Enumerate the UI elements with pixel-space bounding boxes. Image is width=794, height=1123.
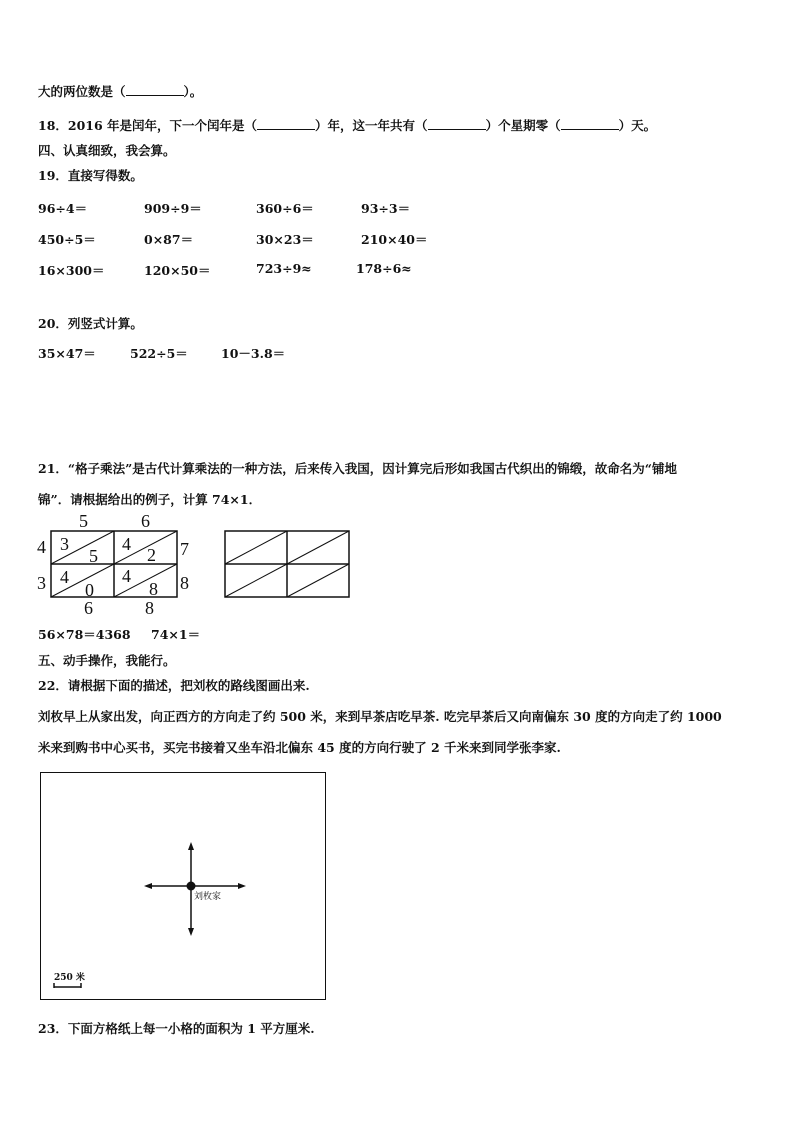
lattice-left-digit: 4 [37, 537, 46, 557]
lattice-bottom-digit: 8 [145, 598, 154, 618]
scale-bar [53, 981, 83, 989]
lattice-left-digit: 3 [37, 573, 46, 593]
calc-item: 93÷3＝ [361, 201, 411, 216]
lattice-cell-digit: 4 [122, 566, 131, 586]
lattice-cell-digit: 8 [149, 579, 158, 599]
lattice-caption: 56×78＝4368 [38, 627, 131, 642]
calc-item: 16×300＝ [38, 263, 105, 278]
question-22-desc: 刘枚早上从家出发，向正西方的方向走了约 500 米，来到早茶店吃早茶. 吃完早茶后又向南偏东 30 度的方向走了约 1000 [38, 709, 722, 724]
calc-item: 120×50＝ [144, 263, 211, 278]
calc-item: 723÷9≈ [256, 261, 312, 276]
lattice-cell-digit: 5 [89, 546, 98, 566]
question-22-desc: 米来到购书中心买书，买完书接着又坐车沿北偏东 45 度的方向行驶了 2 千米来到同学张李家. [38, 740, 561, 755]
answer-blank[interactable] [428, 118, 486, 130]
lattice-example-grid [50, 530, 180, 600]
calc-item: 360÷6＝ [256, 201, 314, 216]
section-5-heading: 五、动手操作，我能行。 [38, 653, 176, 668]
lattice-caption: 74×1＝ [151, 627, 201, 642]
home-label: 刘枚家 [194, 892, 222, 902]
calc-item: 909÷9＝ [144, 201, 202, 216]
lattice-cell-digit: 4 [60, 567, 69, 587]
calc-item: 96÷4＝ [38, 201, 88, 216]
calc-item: 210×40＝ [361, 232, 428, 247]
calc-item: 10－3.8＝ [221, 346, 286, 361]
answer-blank[interactable] [126, 84, 184, 96]
calc-item: 522÷5＝ [130, 346, 188, 361]
lattice-top-digit: 5 [79, 511, 88, 531]
lattice-bottom-digit: 6 [84, 598, 93, 618]
question-20-title: 20．列竖式计算。 [38, 316, 143, 331]
question-21-line1: 21．“格子乘法”是古代计算乘法的一种方法，后来传入我国，因计算完后形如我国古代织出的锦缎，故命名为“铺地 [38, 461, 677, 476]
lattice-right-digit: 7 [180, 539, 189, 559]
answer-blank[interactable] [561, 118, 619, 130]
lattice-cell-digit: 4 [122, 534, 131, 554]
q17-tail: 大的两位数是（ ）。 [38, 84, 203, 99]
lattice-top-digit: 6 [141, 511, 150, 531]
question-21-line2: 锦”．请根据给出的例子，计算 74×1． [38, 492, 262, 507]
question-23-title: 23．下面方格纸上每一小格的面积为 1 平方厘米. [38, 1021, 315, 1036]
lattice-cell-digit: 2 [147, 545, 156, 565]
question-18: 18．2016 年是闰年，下一个闰年是（ ）年，这一年共有（ ）个星期零（ ）天。 [38, 118, 657, 133]
calc-item: 178÷6≈ [356, 261, 412, 276]
answer-blank[interactable] [257, 118, 315, 130]
calc-item: 450÷5＝ [38, 232, 96, 247]
question-22-title: 22．请根据下面的描述，把刘枚的路线图画出来. [38, 678, 310, 693]
lattice-cell-digit: 3 [60, 534, 69, 554]
calc-item: 30×23＝ [256, 232, 314, 247]
lattice-right-digit: 8 [180, 573, 189, 593]
section-4-heading: 四、认真细致，我会算。 [38, 143, 176, 158]
lattice-answer-grid[interactable] [224, 530, 352, 600]
lattice-cell-digit: 0 [85, 580, 94, 600]
scale-label: 250 米 [54, 973, 85, 983]
calc-item: 35×47＝ [38, 346, 96, 361]
question-19-title: 19．直接写得数。 [38, 168, 143, 183]
calc-item: 0×87＝ [144, 232, 194, 247]
